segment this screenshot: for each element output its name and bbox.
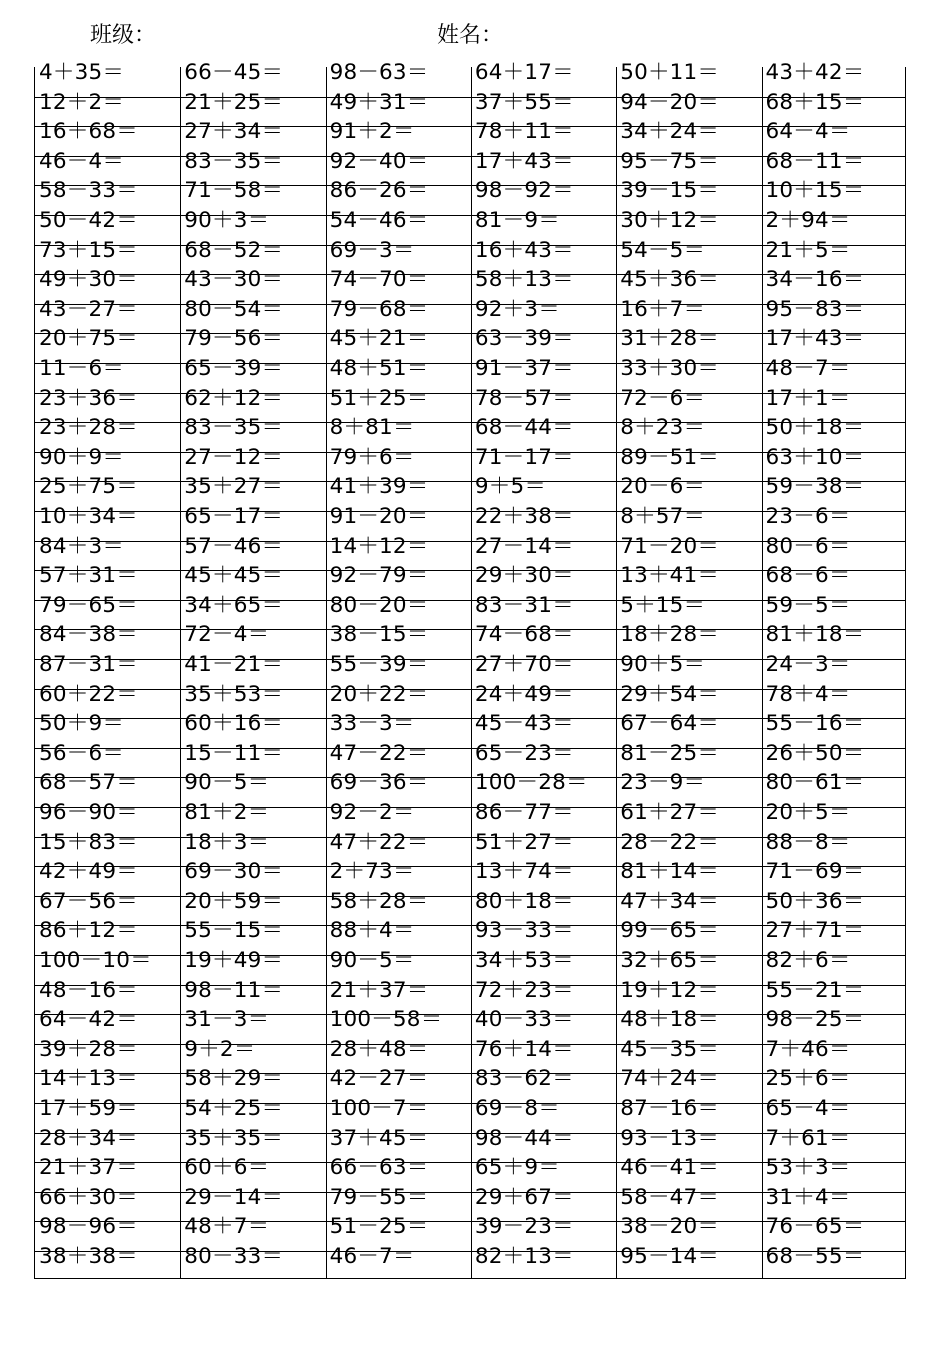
problem-cell: 15－11＝ [184, 740, 284, 766]
problem-cell: 50＋9＝ [39, 711, 125, 737]
problem-cell: 46－4＝ [39, 148, 125, 174]
problem-cell: 31－3＝ [184, 1007, 270, 1033]
problem-cell: 74＋24＝ [620, 1066, 720, 1092]
problem-cell: 19＋49＝ [184, 948, 284, 973]
problem-cell: 23＋28＝ [39, 415, 138, 441]
problem-cell: 82＋13＝ [474, 1244, 574, 1269]
problem-cell: 60＋6＝ [184, 1155, 270, 1181]
problem-cell: 74－70＝ [329, 267, 429, 293]
problem-cell: 14＋12＝ [329, 533, 429, 559]
problem-cell: 58－47＝ [620, 1184, 720, 1210]
problem-cell: 80＋18＝ [474, 888, 574, 914]
problem-cell: 55－15＝ [184, 918, 284, 944]
problem-cell: 79＋6＝ [329, 444, 415, 470]
problem-cell: 8＋81＝ [329, 415, 415, 441]
problem-cell: 68＋15＝ [765, 89, 865, 115]
problem-cell: 81－9＝ [474, 208, 560, 233]
problem-cell: 63－39＝ [474, 326, 574, 352]
problem-cell: 100－7＝ [329, 1096, 429, 1121]
problem-cell: 60＋22＝ [39, 681, 138, 707]
problem-cell: 80－33＝ [184, 1244, 284, 1269]
problem-cell: 39＋28＝ [39, 1036, 138, 1062]
problem-cell: 67－64＝ [620, 711, 720, 737]
problem-cell: 14＋13＝ [39, 1066, 138, 1092]
problem-cell: 7＋46＝ [765, 1036, 851, 1062]
problem-cell: 58－33＝ [39, 178, 138, 204]
problem-cell: 88＋4＝ [329, 918, 415, 944]
problem-cell: 98－44＝ [474, 1125, 574, 1151]
problem-cell: 10＋34＝ [39, 504, 138, 529]
problem-cell: 8＋23＝ [620, 415, 706, 441]
problem-cell: 58＋13＝ [474, 267, 574, 293]
problem-cell: 47－22＝ [329, 740, 429, 766]
problem-cell: 27－14＝ [474, 533, 574, 559]
problem-cell: 38－20＝ [620, 1214, 720, 1240]
problem-cell: 37＋55＝ [474, 89, 574, 115]
problem-cell: 65－17＝ [184, 504, 284, 529]
problem-cell: 50－42＝ [39, 208, 138, 233]
problem-cell: 54－46＝ [329, 208, 429, 233]
problem-cell: 55－21＝ [765, 977, 865, 1003]
problem-cell: 53＋3＝ [765, 1155, 851, 1181]
problem-cell: 64＋17＝ [474, 60, 574, 85]
problem-cell: 16＋68＝ [39, 119, 138, 145]
problem-cell: 69－3＝ [329, 237, 415, 263]
problem-cell: 67－56＝ [39, 888, 138, 914]
problem-cell: 80－61＝ [765, 770, 865, 796]
problem-cell: 66－45＝ [184, 60, 284, 85]
problem-cell: 43＋42＝ [765, 60, 865, 85]
problem-cell: 12＋2＝ [39, 89, 125, 115]
worksheet-grid [34, 60, 906, 1279]
problem-cell: 19＋12＝ [620, 977, 720, 1003]
problem-cell: 37＋45＝ [329, 1125, 429, 1151]
problem-cell: 10＋15＝ [765, 178, 865, 204]
problem-cell: 20＋59＝ [184, 888, 284, 914]
problem-cell: 35＋27＝ [184, 474, 284, 500]
problem-cell: 57＋31＝ [39, 563, 138, 589]
problem-cell: 35＋35＝ [184, 1125, 284, 1151]
problem-cell: 84－38＝ [39, 622, 138, 648]
problem-cell: 21＋5＝ [765, 237, 851, 263]
problem-cell: 34＋24＝ [620, 119, 720, 145]
problem-cell: 94－20＝ [620, 89, 720, 115]
problem-cell: 100－58＝ [329, 1007, 443, 1033]
problem-cell: 23－9＝ [620, 770, 706, 796]
problem-cell: 34＋65＝ [184, 592, 284, 618]
problem-cell: 20＋22＝ [329, 681, 429, 707]
problem-cell: 32＋65＝ [620, 948, 720, 973]
problem-cell: 41＋39＝ [329, 474, 429, 500]
problem-cell: 50＋11＝ [620, 60, 720, 85]
problem-cell: 68－44＝ [474, 415, 574, 441]
problem-cell: 46－7＝ [329, 1244, 415, 1269]
problem-cell: 29＋30＝ [474, 563, 574, 589]
problem-cell: 91＋2＝ [329, 119, 415, 145]
problem-cell: 45－35＝ [620, 1036, 720, 1062]
problem-cell: 78＋4＝ [765, 681, 851, 707]
problem-cell: 63＋10＝ [765, 444, 865, 470]
problem-cell: 54－5＝ [620, 237, 706, 263]
problem-cell: 39－23＝ [474, 1214, 574, 1240]
problem-cell: 64－4＝ [765, 119, 851, 145]
problem-cell: 92－79＝ [329, 563, 429, 589]
problem-cell: 40－33＝ [474, 1007, 574, 1033]
problem-cell: 90－5＝ [184, 770, 270, 796]
problem-cell: 25＋75＝ [39, 474, 138, 500]
problem-cell: 71－20＝ [620, 533, 720, 559]
problem-cell: 27＋34＝ [184, 119, 284, 145]
problem-cell: 61＋27＝ [620, 800, 720, 825]
problem-cell: 31＋28＝ [620, 326, 720, 352]
problem-cell: 90＋3＝ [184, 208, 270, 233]
problem-cell: 17＋43＝ [765, 326, 865, 352]
problem-cell: 21＋37＝ [39, 1155, 138, 1181]
problem-cell: 25＋6＝ [765, 1066, 851, 1092]
problem-cell: 86－77＝ [474, 800, 574, 825]
problem-cell: 78＋11＝ [474, 119, 574, 145]
problem-cell: 90－5＝ [329, 948, 415, 973]
problem-cell: 68－55＝ [765, 1244, 865, 1269]
problem-cell: 65－39＝ [184, 356, 284, 381]
problem-cell: 66－63＝ [329, 1155, 429, 1181]
problem-cell: 92－40＝ [329, 148, 429, 174]
problem-cell: 43－27＝ [39, 296, 138, 322]
problem-cell: 2＋73＝ [329, 859, 415, 885]
problem-cell: 30＋12＝ [620, 208, 720, 233]
problem-cell: 71－69＝ [765, 859, 865, 885]
problem-cell: 13＋74＝ [474, 859, 574, 885]
column-divider [762, 67, 763, 1278]
problem-cell: 83－35＝ [184, 415, 284, 441]
problem-cell: 34＋53＝ [474, 948, 574, 973]
problem-cell: 59－38＝ [765, 474, 865, 500]
problem-cell: 18＋28＝ [620, 622, 720, 648]
problem-cell: 83－35＝ [184, 148, 284, 174]
problem-cell: 99－65＝ [620, 918, 720, 944]
column-divider [326, 67, 327, 1278]
problem-cell: 79－65＝ [39, 592, 138, 618]
problem-cell: 48＋7＝ [184, 1214, 270, 1240]
problem-cell: 95－83＝ [765, 296, 865, 322]
problem-cell: 81＋14＝ [620, 859, 720, 885]
problem-cell: 79－55＝ [329, 1184, 429, 1210]
problem-cell: 7＋61＝ [765, 1125, 851, 1151]
problem-cell: 33－3＝ [329, 711, 415, 737]
problem-cell: 59－5＝ [765, 592, 851, 618]
problem-cell: 24＋49＝ [474, 681, 574, 707]
problem-cell: 57－46＝ [184, 533, 284, 559]
problem-cell: 65－23＝ [474, 740, 574, 766]
problem-cell: 90＋9＝ [39, 444, 125, 470]
problem-cell: 47＋22＝ [329, 829, 429, 855]
problem-cell: 5＋15＝ [620, 592, 706, 618]
problem-cell: 91－37＝ [474, 356, 574, 381]
problem-cell: 29＋54＝ [620, 681, 720, 707]
problem-cell: 81－25＝ [620, 740, 720, 766]
problem-cell: 4＋35＝ [39, 60, 125, 85]
problem-cell: 38＋38＝ [39, 1244, 138, 1269]
problem-cell: 66＋30＝ [39, 1184, 138, 1210]
problem-cell: 69－30＝ [184, 859, 284, 885]
problem-cell: 86－26＝ [329, 178, 429, 204]
problem-cell: 91－20＝ [329, 504, 429, 529]
problem-cell: 65－4＝ [765, 1096, 851, 1121]
problem-cell: 100－10＝ [39, 948, 152, 973]
problem-cell: 29＋67＝ [474, 1184, 574, 1210]
column-divider [180, 67, 181, 1278]
problem-cell: 49＋30＝ [39, 267, 138, 293]
problem-cell: 42＋49＝ [39, 859, 138, 885]
problem-cell: 31＋4＝ [765, 1184, 851, 1210]
problem-cell: 50＋36＝ [765, 888, 865, 914]
problem-cell: 98－92＝ [474, 178, 574, 204]
problem-cell: 45＋21＝ [329, 326, 429, 352]
problem-cell: 9＋5＝ [474, 474, 547, 500]
problem-cell: 68－57＝ [39, 770, 138, 796]
problem-cell: 48＋18＝ [620, 1007, 720, 1033]
problem-cell: 93－33＝ [474, 918, 574, 944]
problem-cell: 64－42＝ [39, 1007, 138, 1033]
problem-cell: 58＋29＝ [184, 1066, 284, 1092]
problem-cell: 81＋2＝ [184, 800, 270, 825]
problem-cell: 55－16＝ [765, 711, 865, 737]
problem-cell: 68－11＝ [765, 148, 865, 174]
problem-cell: 17＋43＝ [474, 148, 574, 174]
problem-cell: 54＋25＝ [184, 1096, 284, 1121]
problem-cell: 48－16＝ [39, 977, 138, 1003]
problem-cell: 28＋34＝ [39, 1125, 138, 1151]
problem-cell: 86＋12＝ [39, 918, 138, 944]
problem-cell: 69－36＝ [329, 770, 429, 796]
problem-cell: 34－16＝ [765, 267, 865, 293]
problem-cell: 46－41＝ [620, 1155, 720, 1181]
problem-cell: 98－63＝ [329, 60, 429, 85]
problem-cell: 26＋50＝ [765, 740, 865, 766]
problem-cell: 23＋36＝ [39, 385, 138, 411]
problem-cell: 51＋27＝ [474, 829, 574, 855]
problem-cell: 15＋83＝ [39, 829, 138, 855]
problem-cell: 60＋16＝ [184, 711, 284, 737]
problem-cell: 16＋7＝ [620, 296, 706, 322]
name-label: 姓名： [437, 23, 504, 48]
problem-cell: 13＋41＝ [620, 563, 720, 589]
problem-cell: 21＋37＝ [329, 977, 429, 1003]
problem-cell: 98－11＝ [184, 977, 284, 1003]
problem-cell: 72－6＝ [620, 385, 706, 411]
problem-cell: 98－96＝ [39, 1214, 138, 1240]
problem-cell: 88－8＝ [765, 829, 851, 855]
problem-cell: 100－28＝ [474, 770, 588, 796]
problem-cell: 68－6＝ [765, 563, 851, 589]
column-divider [616, 67, 617, 1278]
problem-cell: 80－54＝ [184, 296, 284, 322]
problem-cell: 96－90＝ [39, 800, 138, 825]
problem-cell: 23－6＝ [765, 504, 851, 529]
problem-cell: 56－6＝ [39, 740, 125, 766]
problem-cell: 9＋2＝ [184, 1036, 256, 1062]
problem-cell: 51－25＝ [329, 1214, 429, 1240]
problem-cell: 82＋6＝ [765, 948, 851, 973]
problem-cell: 41－21＝ [184, 652, 284, 677]
problem-cell: 83－31＝ [474, 592, 574, 618]
problem-cell: 45＋45＝ [184, 563, 284, 589]
problem-cell: 87－16＝ [620, 1096, 720, 1121]
problem-cell: 71－17＝ [474, 444, 574, 470]
problem-cell: 73＋15＝ [39, 237, 138, 263]
problem-cell: 83－62＝ [474, 1066, 574, 1092]
problem-cell: 16＋43＝ [474, 237, 574, 263]
problem-cell: 24－3＝ [765, 652, 851, 677]
problem-cell: 28＋48＝ [329, 1036, 429, 1062]
problem-cell: 11－6＝ [39, 356, 125, 381]
problem-cell: 76＋14＝ [474, 1036, 574, 1062]
problem-cell: 71－58＝ [184, 178, 284, 204]
problem-cell: 47＋34＝ [620, 888, 720, 914]
problem-cell: 42－27＝ [329, 1066, 429, 1092]
problem-cell: 79－68＝ [329, 296, 429, 322]
problem-cell: 62＋12＝ [184, 385, 284, 411]
problem-cell: 76－65＝ [765, 1214, 865, 1240]
problem-cell: 28－22＝ [620, 829, 720, 855]
problem-cell: 55－39＝ [329, 652, 429, 677]
problem-cell: 29－14＝ [184, 1184, 284, 1210]
problem-cell: 92－2＝ [329, 800, 415, 825]
problem-cell: 48－7＝ [765, 356, 851, 381]
problem-cell: 45＋36＝ [620, 267, 720, 293]
problem-cell: 27＋70＝ [474, 652, 574, 677]
problem-cell: 50＋18＝ [765, 415, 865, 441]
problem-cell: 74－68＝ [474, 622, 574, 648]
problem-cell: 49＋31＝ [329, 89, 429, 115]
problem-cell: 80－20＝ [329, 592, 429, 618]
problem-cell: 79－56＝ [184, 326, 284, 352]
problem-cell: 65＋9＝ [474, 1155, 560, 1181]
problem-cell: 17＋1＝ [765, 385, 851, 411]
problem-cell: 92＋3＝ [474, 296, 560, 322]
problem-cell: 21＋25＝ [184, 89, 284, 115]
problem-cell: 27－12＝ [184, 444, 284, 470]
class-label: 班级： [90, 23, 157, 48]
problem-cell: 90＋5＝ [620, 652, 706, 677]
column-divider [471, 67, 472, 1278]
problem-cell: 98－25＝ [765, 1007, 865, 1033]
problem-cell: 39－15＝ [620, 178, 720, 204]
problem-cell: 38－15＝ [329, 622, 429, 648]
problem-cell: 78－57＝ [474, 385, 574, 411]
problem-cell: 22＋38＝ [474, 504, 574, 529]
problem-cell: 81＋18＝ [765, 622, 865, 648]
problem-cell: 95－14＝ [620, 1244, 720, 1269]
problem-cell: 2＋94＝ [765, 208, 851, 233]
problem-cell: 35＋53＝ [184, 681, 284, 707]
problem-cell: 45－43＝ [474, 711, 574, 737]
problem-cell: 80－6＝ [765, 533, 851, 559]
problem-cell: 48＋51＝ [329, 356, 429, 381]
problem-cell: 20＋75＝ [39, 326, 138, 352]
problem-cell: 69－8＝ [474, 1096, 560, 1121]
problem-cell: 20＋5＝ [765, 800, 851, 825]
problem-cell: 68－52＝ [184, 237, 284, 263]
problem-cell: 27＋71＝ [765, 918, 865, 944]
problem-cell: 51＋25＝ [329, 385, 429, 411]
problem-cell: 18＋3＝ [184, 829, 270, 855]
problem-cell: 89－51＝ [620, 444, 720, 470]
problem-cell: 58＋28＝ [329, 888, 429, 914]
problem-cell: 72－4＝ [184, 622, 270, 648]
problem-cell: 87－31＝ [39, 652, 138, 677]
problem-cell: 84＋3＝ [39, 533, 125, 559]
problem-cell: 72＋23＝ [474, 977, 574, 1003]
problem-cell: 20－6＝ [620, 474, 706, 500]
problem-cell: 8＋57＝ [620, 504, 706, 529]
problem-cell: 43－30＝ [184, 267, 284, 293]
problem-cell: 93－13＝ [620, 1125, 720, 1151]
problem-cell: 17＋59＝ [39, 1096, 138, 1121]
problem-cell: 33＋30＝ [620, 356, 720, 381]
problem-cell: 95－75＝ [620, 148, 720, 174]
